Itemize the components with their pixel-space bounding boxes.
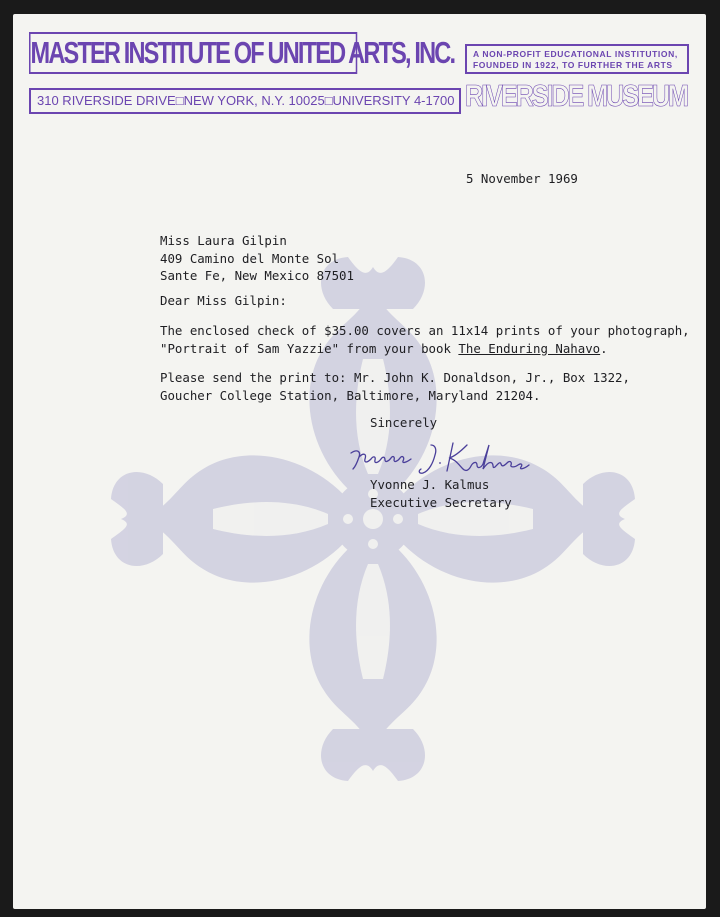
signer-title: Executive Secretary: [370, 494, 512, 510]
book-title: The Enduring Nahavo: [458, 340, 601, 356]
organization-name: MASTER INSTITUTE OF UNITED ARTS, INC.: [29, 32, 357, 74]
recipient-address: [160, 232, 354, 285]
paragraph-2-line-2: Goucher College Station, Baltimore, Maryland 21204.: [160, 387, 541, 403]
recipient-name: Miss Laura Gilpin: [160, 233, 287, 248]
salutation: Dear Miss Gilpin:: [160, 293, 287, 308]
paragraph-2: [160, 369, 630, 404]
paragraph-1-end: .: [600, 340, 608, 356]
signature-block: [370, 476, 512, 511]
letter-date: 5 November 1969: [466, 171, 578, 186]
paragraph-1-line-2-text: "Portrait of Sam Yazzie" from your book: [160, 340, 459, 356]
signer-name: Yvonne J. Kalmus: [370, 477, 490, 492]
museum-name: RIVERSIDE MUSEUM: [465, 78, 687, 113]
recipient-city: Sante Fe, New Mexico 87501: [160, 268, 354, 283]
handwritten-signature: [343, 439, 543, 479]
paragraph-1-line-2: [160, 340, 690, 358]
closing: Sincerely: [370, 415, 438, 430]
paragraph-2-line-1: Please send the print to: Mr. John K. Donaldson, Jr., Box 1322,: [160, 370, 630, 385]
paragraph-1: [160, 322, 690, 357]
letter-sheet: [13, 14, 706, 909]
recipient-street: 409 Camino del Monte Sol: [160, 250, 340, 266]
nonprofit-line-1: A NON-PROFIT EDUCATIONAL INSTITUTION,: [473, 49, 678, 59]
nonprofit-line-2: FOUNDED IN 1922, TO FURTHER THE ARTS: [473, 60, 673, 70]
letterhead-address: 310 RIVERSIDE DRIVE□NEW YORK, N.Y. 10025□UNIVERSITY 4-1700: [29, 88, 461, 114]
paragraph-1-line-1: The enclosed check of $35.00 covers an 11x14 prints of your photograph,: [160, 323, 690, 338]
nonprofit-statement: [465, 44, 689, 74]
